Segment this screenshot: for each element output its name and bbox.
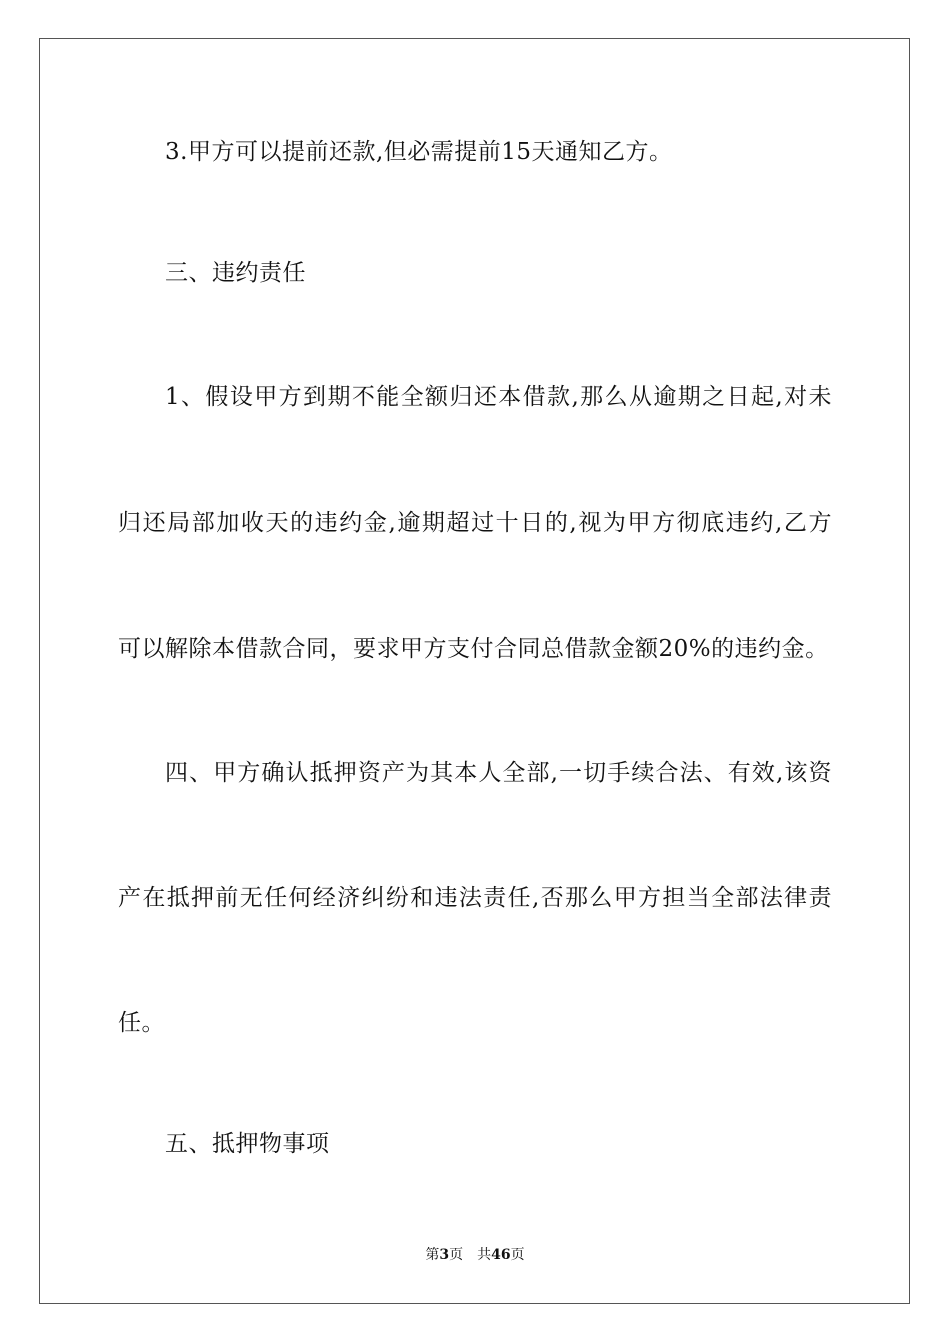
total-pages: 46 <box>491 1247 511 1263</box>
clause-3-repayment: 3.甲方可以提前还款,但必需提前15天通知乙方。 <box>165 139 673 165</box>
breach-clause-1-line-2: 归还局部加收天的违约金,逾期超过十日的,视为甲方彻底违约,乙方 <box>118 510 832 536</box>
section-4-line-3: 任。 <box>118 1010 165 1036</box>
page-suffix: 页 <box>449 1247 464 1263</box>
section-4-line-1: 四、甲方确认抵押资产为其本人全部,一切手续合法、有效,该资 <box>165 760 832 786</box>
total-prefix: 共 <box>477 1247 492 1263</box>
section-heading-collateral: 五、抵押物事项 <box>165 1131 330 1157</box>
page-border <box>39 38 910 1304</box>
page-footer <box>0 1245 950 1265</box>
breach-clause-1-line-3: 可以解除本借款合同，要求甲方支付合同总借款金额20%的违约金。 <box>118 636 829 662</box>
section-4-line-2: 产在抵押前无任何经济纠纷和违法责任,否那么甲方担当全部法律责 <box>118 885 832 911</box>
section-heading-breach: 三、违约责任 <box>165 260 306 286</box>
page-number: 3 <box>439 1247 450 1263</box>
breach-clause-1-line-1: 1、假设甲方到期不能全额归还本借款,那么从逾期之日起,对未 <box>165 384 832 410</box>
page-prefix: 第 <box>425 1247 440 1263</box>
total-suffix: 页 <box>510 1247 525 1263</box>
